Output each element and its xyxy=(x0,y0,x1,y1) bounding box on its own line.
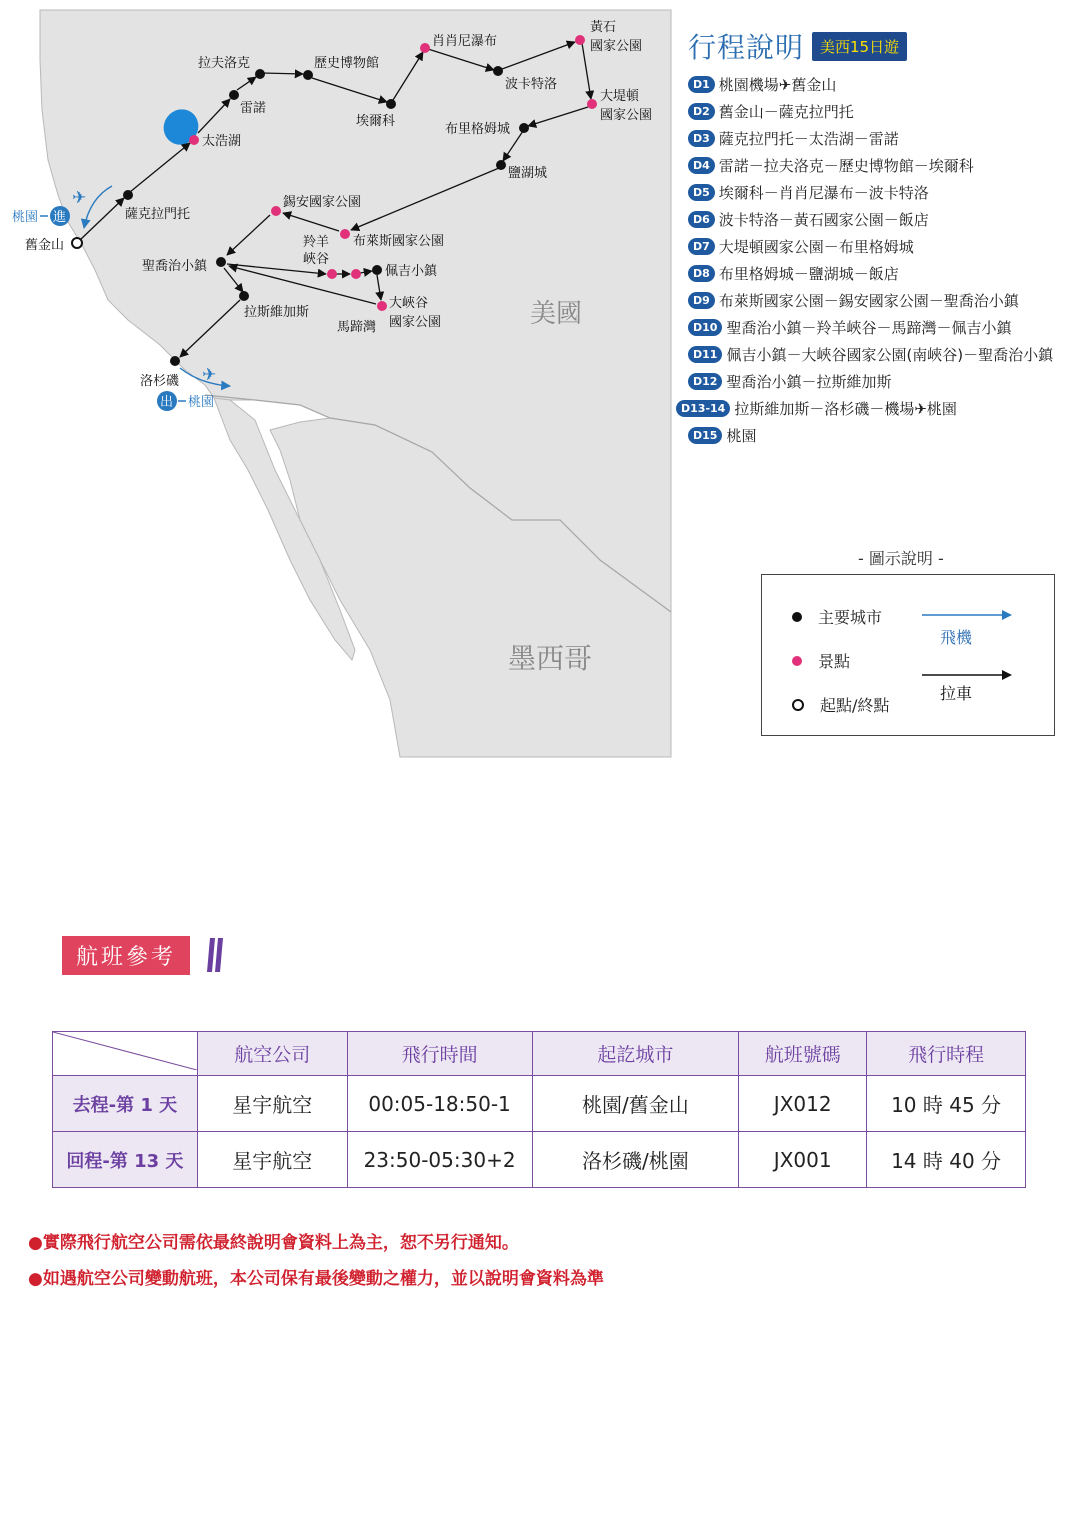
label-lovelock: 拉夫洛克 xyxy=(198,56,251,71)
note-1: ●實際飛行航空公司需依最終說明會資料上為主，恕不另行通知。 xyxy=(28,1233,519,1253)
label-sf: 舊金山 xyxy=(25,238,65,253)
marker-lasvegas xyxy=(239,291,249,301)
label-brigham: 布里格姆城 xyxy=(445,122,511,137)
legend-coach-label: 拉車 xyxy=(940,684,973,703)
day-badge: D15 xyxy=(688,427,722,444)
marker-slc xyxy=(496,160,506,170)
itinerary-day xyxy=(688,368,1073,395)
day-badge: D11 xyxy=(688,346,722,363)
marker-museum xyxy=(303,70,313,80)
marker-reno xyxy=(229,90,239,100)
plane-icon: ✈ xyxy=(72,188,87,208)
marker-bryce xyxy=(340,229,350,239)
diagonal-corner xyxy=(53,1032,198,1076)
entry-city-label: 桃園 xyxy=(12,210,39,225)
itinerary-day xyxy=(688,314,1073,341)
itinerary-day xyxy=(688,287,1073,314)
marker-tahoe xyxy=(189,135,199,145)
itinerary-day xyxy=(688,422,1073,449)
note-2: ●如遇航空公司變動航班，本公司保有最後變動之權力，並以說明會資料為準 xyxy=(28,1269,604,1289)
itinerary-day xyxy=(688,152,1073,179)
day-text: 桃園 xyxy=(726,427,757,445)
exit-city-label: 桃園 xyxy=(188,395,215,410)
label-yellowstone-2: 國家公園 xyxy=(590,39,643,54)
label-lasvegas: 拉斯維加斯 xyxy=(244,305,310,320)
label-elko: 埃爾科 xyxy=(356,114,396,129)
label-bryce: 布萊斯國家公園 xyxy=(353,234,445,249)
itinerary-panel xyxy=(681,26,1073,449)
black-arrow-icon xyxy=(920,669,1014,681)
day-badge: D13-14 xyxy=(676,400,730,417)
itinerary-day xyxy=(688,71,1073,98)
marker-la xyxy=(170,356,180,366)
cell-route: 洛杉磯/桃園 xyxy=(532,1132,739,1188)
day-text: 布里格姆城－鹽湖城－飯店 xyxy=(718,265,899,283)
marker-elko xyxy=(386,99,396,109)
label-zion: 錫安國家公園 xyxy=(283,195,362,210)
day-text: 埃爾科－肖肖尼瀑布－波卡特洛 xyxy=(718,184,929,202)
day-text: 波卡特洛－黃石國家公園－飯店 xyxy=(718,211,929,229)
day-text: 布萊斯國家公園－錫安國家公園－聖喬治小鎮 xyxy=(718,292,1019,310)
legend-major-city-label: 主要城市 xyxy=(818,608,883,627)
day-badge: D2 xyxy=(688,103,715,120)
table-row xyxy=(53,1132,1026,1188)
day-text: 佩吉小鎮－大峽谷國家公園(南峽谷)－聖喬治小鎮 xyxy=(726,346,1054,364)
label-teton-2: 國家公園 xyxy=(600,108,653,123)
flight-table-header xyxy=(53,1032,1026,1076)
label-museum: 歷史博物館 xyxy=(314,56,380,71)
day-badge: D7 xyxy=(688,238,715,255)
itinerary-day-list xyxy=(681,71,1073,449)
day-badge: D3 xyxy=(688,130,715,147)
day-badge: D1 xyxy=(688,76,715,93)
pink-dot-icon xyxy=(792,656,802,666)
col-route: 起訖城市 xyxy=(532,1032,739,1076)
marker-page xyxy=(372,265,382,275)
itinerary-day xyxy=(688,233,1073,260)
itinerary-day xyxy=(688,341,1073,368)
label-tahoe: 太浩湖 xyxy=(202,134,242,149)
day-badge: D8 xyxy=(688,265,715,282)
itinerary-title: 行程說明 xyxy=(688,31,805,64)
itinerary-header xyxy=(688,26,1073,66)
day-text: 拉斯維加斯－洛杉磯－機場✈桃園 xyxy=(734,400,957,418)
black-dot-icon xyxy=(792,612,802,622)
row-label: 回程-第 13 天 xyxy=(53,1132,198,1188)
entry-badge-text: 進 xyxy=(53,210,67,225)
day-badge: D6 xyxy=(688,211,715,228)
country-label-usa: 美國 xyxy=(530,299,583,329)
day-badge: D4 xyxy=(688,157,715,174)
label-horseshoe: 馬蹄灣 xyxy=(337,320,377,335)
itinerary-day xyxy=(676,395,1073,422)
heading-bars-icon xyxy=(206,936,226,976)
marker-lovelock xyxy=(255,69,265,79)
label-teton-1: 大堤頓 xyxy=(600,89,640,104)
itinerary-day xyxy=(688,179,1073,206)
day-badge: D10 xyxy=(688,319,722,336)
marker-brigham xyxy=(519,123,529,133)
plane-icon: ✈ xyxy=(202,365,217,385)
table-row xyxy=(53,1076,1026,1132)
label-antelope-1: 羚羊 xyxy=(303,235,330,250)
label-page: 佩吉小鎮 xyxy=(385,264,438,279)
cell-duration: 10 時 45 分 xyxy=(867,1076,1026,1132)
cell-route: 桃園/舊金山 xyxy=(532,1076,739,1132)
legend-major-city xyxy=(792,605,882,628)
label-antelope-2: 峽谷 xyxy=(303,252,330,267)
label-sacramento: 薩克拉門托 xyxy=(125,207,191,222)
label-reno: 雷諾 xyxy=(240,101,267,116)
cell-flight-number: JX001 xyxy=(739,1132,867,1188)
itinerary-day xyxy=(688,98,1073,125)
flight-heading xyxy=(62,936,190,975)
marker-sacramento xyxy=(123,190,133,200)
day-badge: D12 xyxy=(688,373,722,390)
cell-time: 00:05-18:50-1 xyxy=(347,1076,532,1132)
day-text: 大堤頓國家公園－布里格姆城 xyxy=(718,238,914,256)
marker-horseshoe xyxy=(351,269,361,279)
label-slc: 鹽湖城 xyxy=(508,166,548,181)
itinerary-day xyxy=(688,125,1073,152)
exit-badge-text: 出 xyxy=(160,395,174,410)
cell-flight-number: JX012 xyxy=(739,1076,867,1132)
legend-box xyxy=(761,574,1055,736)
route-map xyxy=(0,0,680,760)
legend-title: - 圖示說明 - xyxy=(858,549,944,568)
marker-teton xyxy=(587,99,597,109)
day-badge: D5 xyxy=(688,184,715,201)
marker-grandcanyon xyxy=(377,301,387,311)
day-text: 桃園機場✈舊金山 xyxy=(718,76,837,94)
col-flight-number: 航班號碼 xyxy=(739,1032,867,1076)
label-yellowstone-1: 黃石 xyxy=(590,20,617,35)
itinerary-day xyxy=(688,206,1073,233)
legend-attraction xyxy=(792,649,850,672)
blue-arrow-icon xyxy=(920,609,1014,621)
itinerary-day xyxy=(688,260,1073,287)
marker-antelope xyxy=(327,269,337,279)
day-text: 薩克拉門托－太浩湖－雷諾 xyxy=(718,130,899,148)
label-stgeorge: 聖喬治小鎮 xyxy=(142,259,208,274)
hollow-circle-icon xyxy=(792,699,804,711)
cell-airline: 星宇航空 xyxy=(197,1132,347,1188)
day-badge: D9 xyxy=(688,292,715,309)
label-pocatello: 波卡特洛 xyxy=(505,77,558,92)
flight-heading-tag: 航班參考 xyxy=(62,936,190,975)
day-text: 雷諾－拉夫洛克－歷史博物館－埃爾科 xyxy=(718,157,974,175)
row-label: 去程-第 1 天 xyxy=(53,1076,198,1132)
marker-shoshone xyxy=(420,43,430,53)
legend-start-end xyxy=(792,693,889,716)
cell-duration: 14 時 40 分 xyxy=(867,1132,1026,1188)
col-airline: 航空公司 xyxy=(197,1032,347,1076)
cell-airline: 星宇航空 xyxy=(197,1076,347,1132)
day-text: 舊金山－薩克拉門托 xyxy=(718,103,854,121)
marker-yellowstone xyxy=(575,35,585,45)
col-duration: 飛行時程 xyxy=(867,1032,1026,1076)
col-time: 飛行時間 xyxy=(347,1032,532,1076)
marker-stgeorge xyxy=(216,257,226,267)
label-la: 洛杉磯 xyxy=(140,374,180,389)
cell-time: 23:50-05:30+2 xyxy=(347,1132,532,1188)
itinerary-badge: 美西15日遊 xyxy=(812,32,907,61)
legend-start-end-label: 起點/終點 xyxy=(820,696,890,715)
label-grandcanyon-1: 大峽谷 xyxy=(389,296,429,311)
day-text: 聖喬治小鎮－羚羊峽谷－馬蹄灣－佩吉小鎮 xyxy=(726,319,1012,337)
legend-plane-label: 飛機 xyxy=(940,628,973,647)
label-grandcanyon-2: 國家公園 xyxy=(389,315,442,330)
label-shoshone: 肖肖尼瀑布 xyxy=(432,34,498,49)
legend-attraction-label: 景點 xyxy=(818,652,851,671)
marker-pocatello xyxy=(493,66,503,76)
country-label-mexico: 墨西哥 xyxy=(508,642,593,675)
flight-table xyxy=(52,1031,1026,1188)
marker-sf xyxy=(72,238,82,248)
day-text: 聖喬治小鎮－拉斯維加斯 xyxy=(726,373,892,391)
marker-zion xyxy=(271,206,281,216)
